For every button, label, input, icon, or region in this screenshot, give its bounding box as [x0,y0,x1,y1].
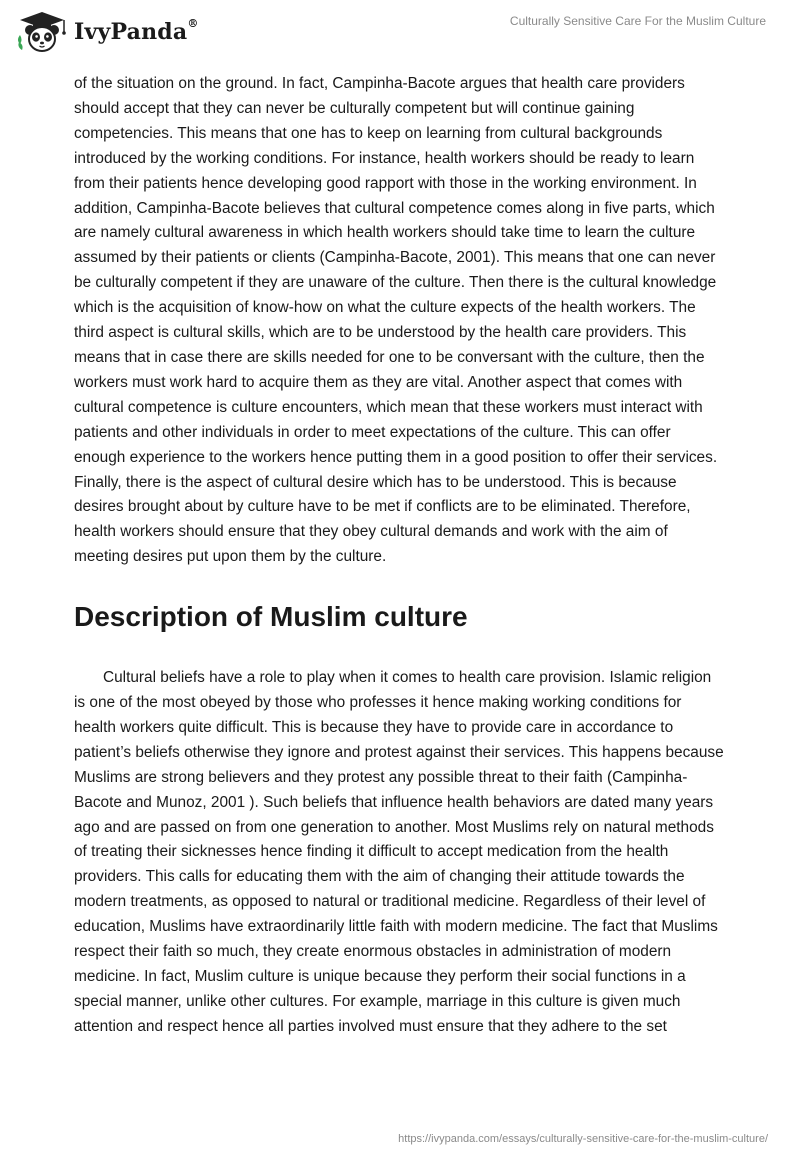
page-header [0,0,800,70]
panda-graduation-cap-icon [14,10,70,54]
ivypanda-logo[interactable] [14,10,199,54]
body-paragraph: of the situation on the ground. In fact, Campinha-Bacote argues that health care providers should accept that they can never be culturally competent but will continue gaining competencies. This means that one has to keep on learning from cultural backgrounds introduced by the working conditions. For instance, health workers should be ready to learn from their patients hence developing good rapport with those in the working environment. In addition, Campinha-Bacote believes that cultural competence comes along in five parts, which are namely cultural awareness in which health workers should take time to learn the culture assumed by their patients or clients (Campinha-Bacote, 2001). This means that one can never be culturally competent if they are unaware of the culture. Then there is the cultural knowledge which is the acquisition of know-how on what the culture expects of the health workers. The third aspect is cultural skills, which are to be understood by the health care providers. This means that in case there are skills needed for one to be conversant with the culture, then the workers must work hard to acquire them as they are vital. Another aspect that comes with cultural competence is culture encounters, which mean that these workers must interact with patients and other individuals in order to meet expectations of the culture. This can offer enough experience to the workers hence putting them in a good position to offer their services. Finally, there is the aspect of cultural desire which has to be understood. This is because desires brought about by culture have to be met if conflicts are to be eliminated. Therefore, health workers should ensure that they obey cultural demands and work with the aim of meeting desires put upon them by the culture. [74,75,718,566]
document-header-title: Culturally Sensitive Care For the Muslim Culture [509,14,766,28]
section-heading: Description of Muslim culture [74,601,468,633]
source-url[interactable]: https://ivypanda.com/essays/culturally-sensitive-care-for-the-muslim-culture/ [398,1133,768,1145]
brand-name [74,19,199,45]
body-paragraph: Cultural beliefs have a role to play when it comes to health care provision. Islamic religion is one of the most obeyed by those who professes it hence making working conditions for health workers quite difficult. This is because they have to provide care in accordance to patient’s beliefs otherwise they ignore and protest against their services. This happens because Muslims are strong believers and they protest any possible threat to their faith (Campinha-Bacote and Munoz, 2001 ). Such beliefs that influence health behaviors are dated many years ago and are passed on from one generation to another. Most Muslims rely on natural methods of treating their sicknesses hence finding it difficult to accept medication from the health providers. This calls for educating them with the aim of changing their attitude towards the modern treatments, as opposed to natural or traditional medicine. Regardless of their level of education, Muslims have extraordinarily little faith with modern medicine. The fact that Muslims respect their faith so much, they create enormous obstacles in administration of modern medicine. In fact, Muslim culture is unique because they perform their social functions in a special manner, unlike other cultures. For example, marriage in this culture is given much attention and respect hence all parties involved must ensure that they adhere to the set [74,669,724,1035]
brand-name-text: IvyPanda [74,19,188,45]
essay-content [74,72,726,1040]
registered-mark: ® [187,17,199,30]
